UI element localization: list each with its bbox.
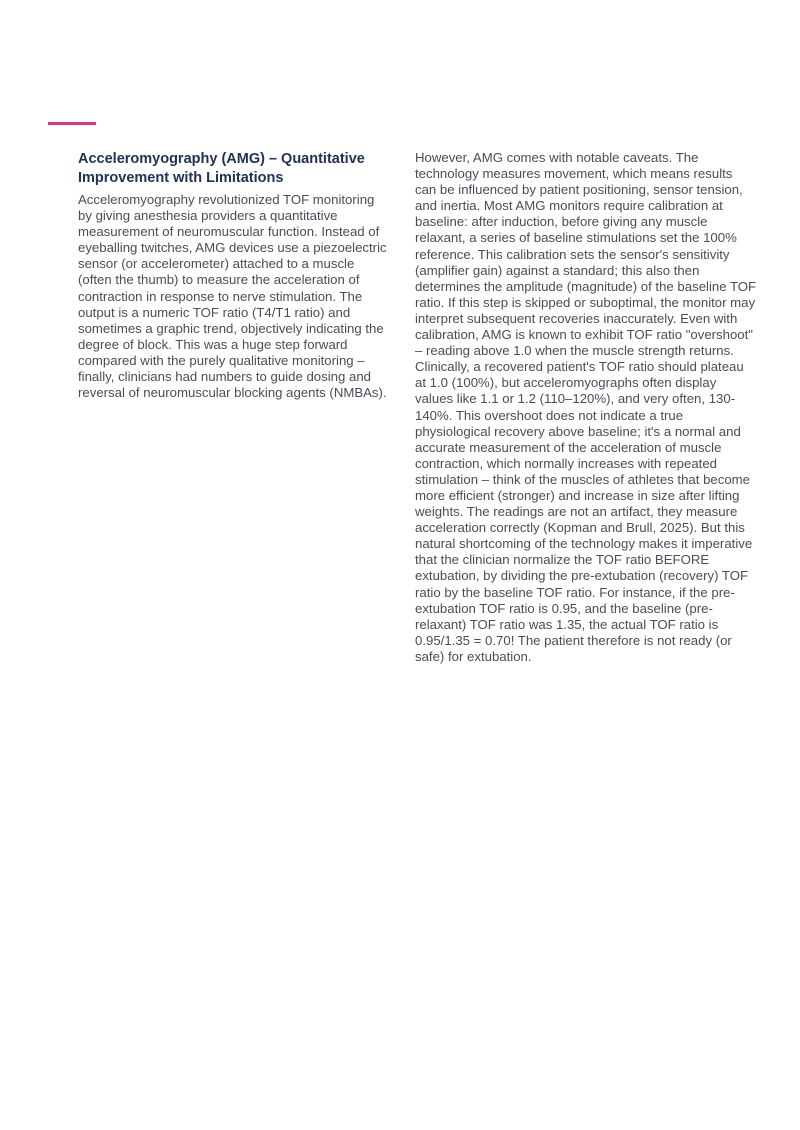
intro-paragraph: Acceleromyography revolutionized TOF monitoring by giving anesthesia providers a quantitative measurement of neuromuscular function. Instead of eyeballing twitches, AMG devices use a piezoelectric sensor (or accelerometer) attached to a muscle (often the thumb) to measure the acceleration of contraction in response to nerve stimulation. The output is a numeric TOF ratio (T4/T1 ratio) and sometimes a graphic trend, objectively indicating the degree of block. This was a huge step forward compared with the purely qualitative monitoring – finally, clinicians had numbers to guide dosing and reversal of neuromuscular blocking agents (NMBAs). (78, 192, 387, 401)
caveats-paragraph: However, AMG comes with notable caveats. The technology measures movement, which means results can be influenced by patient positioning, sensor tension, and inertia. Most AMG monitors require calibration at baseline: after induction, before giving any muscle relaxant, a series of baseline stimulations set the 100% reference. This calibration sets the sensor's sensitivity (amplifier gain) against a standard; this also then determines the amplitude (magnitude) of the baseline TOF ratio. If this step is skipped or suboptimal, the monitor may interpret subsequent recoveries inaccurately. Even with calibration, AMG is known to exhibit TOF ratio "overshoot" – reading above 1.0 when the muscle strength returns. Clinically, a recovered patient's TOF ratio should plateau at 1.0 (100%), but acceleromyographs often display values like 1.1 or 1.2 (110–120%), and very often, 130-140%. This overshoot does not indicate a true physiological recovery above baseline; it's a normal and accurate measurement of the acceleration of muscle contraction, which normally increases with repeated stimulation – think of the muscles of athletes that become more efficient (stronger) and increase in size after lifting weights. The readings are not an artifact, they measure acceleration correctly (Kopman and Brull, 2025). But this natural shortcoming of the technology makes it imperative that the clinician normalize the TOF ratio BEFORE extubation, by dividing the pre-extubation (recovery) TOF ratio by the baseline TOF ratio. For instance, if the pre-extubation TOF ratio is 0.95, and the baseline (pre-relaxant) TOF ratio was 1.35, the actual TOF ratio is 0.95/1.35 = 0.70! The patient therefore is not ready (or safe) for extubation. (415, 150, 757, 664)
right-column (415, 150, 757, 665)
section-heading: Acceleromyography (AMG) – Quantitative Improvement with Limitations (78, 151, 365, 186)
accent-rule (48, 122, 96, 125)
left-column (78, 150, 390, 401)
